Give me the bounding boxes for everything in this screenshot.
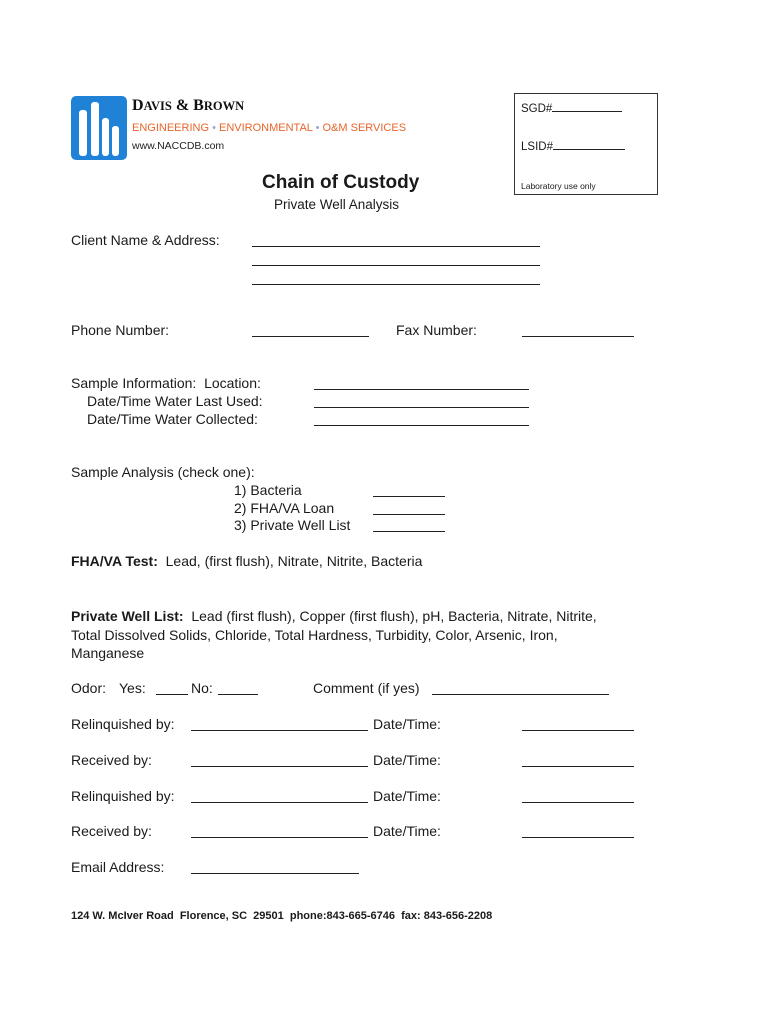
analysis-option-fha-va-check[interactable] [373, 514, 445, 515]
last-used-field[interactable] [314, 407, 529, 408]
received-by-field-1[interactable] [191, 766, 368, 767]
document-subtitle: Private Well Analysis [274, 197, 400, 212]
company-services: ENGINEERING • ENVIRONMENTAL • O&M SERVICES [132, 122, 407, 134]
client-name-line-1[interactable] [252, 246, 540, 247]
company-website: www.NACCDB.com [132, 140, 225, 152]
datetime-field-3[interactable] [522, 802, 634, 803]
datetime-field-1[interactable] [522, 730, 634, 731]
fax-number-label: Fax Number: [396, 322, 477, 338]
fax-number-field[interactable] [522, 336, 634, 337]
relinquished-by-field-1[interactable] [191, 730, 368, 731]
received-by-label-2: Received by: [71, 823, 152, 839]
laboratory-use-box [514, 93, 658, 195]
odor-no-label: No: [191, 680, 213, 696]
analysis-option-private-well: 3) Private Well List [234, 517, 351, 533]
private-well-list-line-2: Total Dissolved Solids, Chloride, Total Hardness, Turbidity, Color, Arsenic, Iron, [71, 627, 558, 643]
sample-analysis-heading: Sample Analysis (check one): [71, 464, 255, 480]
odor-no-field[interactable] [218, 694, 258, 695]
datetime-label-1: Date/Time: [373, 716, 441, 732]
lab-note: Laboratory use only [521, 181, 596, 191]
odor-label: Odor: [71, 680, 107, 696]
datetime-label-3: Date/Time: [373, 788, 441, 804]
received-by-field-2[interactable] [191, 837, 368, 838]
datetime-field-2[interactable] [522, 766, 634, 767]
email-address-field[interactable] [191, 873, 359, 874]
comment-label: Comment (if yes) [313, 680, 420, 696]
email-address-label: Email Address: [71, 859, 165, 875]
fha-va-test: FHA/VA Test: Lead, (first flush), Nitrate, Nitrite, Bacteria [71, 553, 423, 569]
lsid-label: LSID# [521, 140, 625, 154]
sgd-label: SGD# [521, 102, 622, 116]
private-well-list-line-3: Manganese [71, 645, 145, 661]
analysis-option-bacteria-check[interactable] [373, 496, 445, 497]
datetime-label-2: Date/Time: [373, 752, 441, 768]
datetime-field-4[interactable] [522, 837, 634, 838]
location-field[interactable] [314, 389, 529, 390]
client-name-line-2[interactable] [252, 265, 540, 266]
received-by-label-1: Received by: [71, 752, 152, 768]
relinquished-by-label-2: Relinquished by: [71, 788, 175, 804]
document-title: Chain of Custody [262, 172, 420, 193]
relinquished-by-label-1: Relinquished by: [71, 716, 175, 732]
analysis-option-fha-va: 2) FHA/VA Loan [234, 500, 335, 516]
datetime-label-4: Date/Time: [373, 823, 441, 839]
client-name-address-label: Client Name & Address: [71, 232, 220, 248]
last-used-label: Date/Time Water Last Used: [87, 393, 263, 409]
collected-label: Date/Time Water Collected: [87, 411, 258, 427]
company-name: DAVIS & BROWN [132, 97, 245, 114]
odor-yes-label: Yes: [119, 680, 146, 696]
company-logo-icon [71, 96, 127, 160]
analysis-option-private-well-check[interactable] [373, 531, 445, 532]
odor-yes-field[interactable] [156, 694, 188, 695]
client-name-line-3[interactable] [252, 284, 540, 285]
phone-number-field[interactable] [252, 336, 369, 337]
phone-number-label: Phone Number: [71, 322, 170, 338]
comment-field[interactable] [432, 694, 609, 695]
relinquished-by-field-2[interactable] [191, 802, 368, 803]
collected-field[interactable] [314, 425, 529, 426]
private-well-list: Private Well List: Lead (first flush), Copper (first flush), pH, Bacteria, Nitrate, Nitrite, [71, 608, 597, 624]
sample-information-heading: Sample Information: Location: [71, 375, 261, 391]
analysis-option-bacteria: 1) Bacteria [234, 482, 302, 498]
footer-address: 124 W. McIver Road Florence, SC 29501 phone:843-665-6746 fax: 843-656-2208 [71, 910, 493, 922]
